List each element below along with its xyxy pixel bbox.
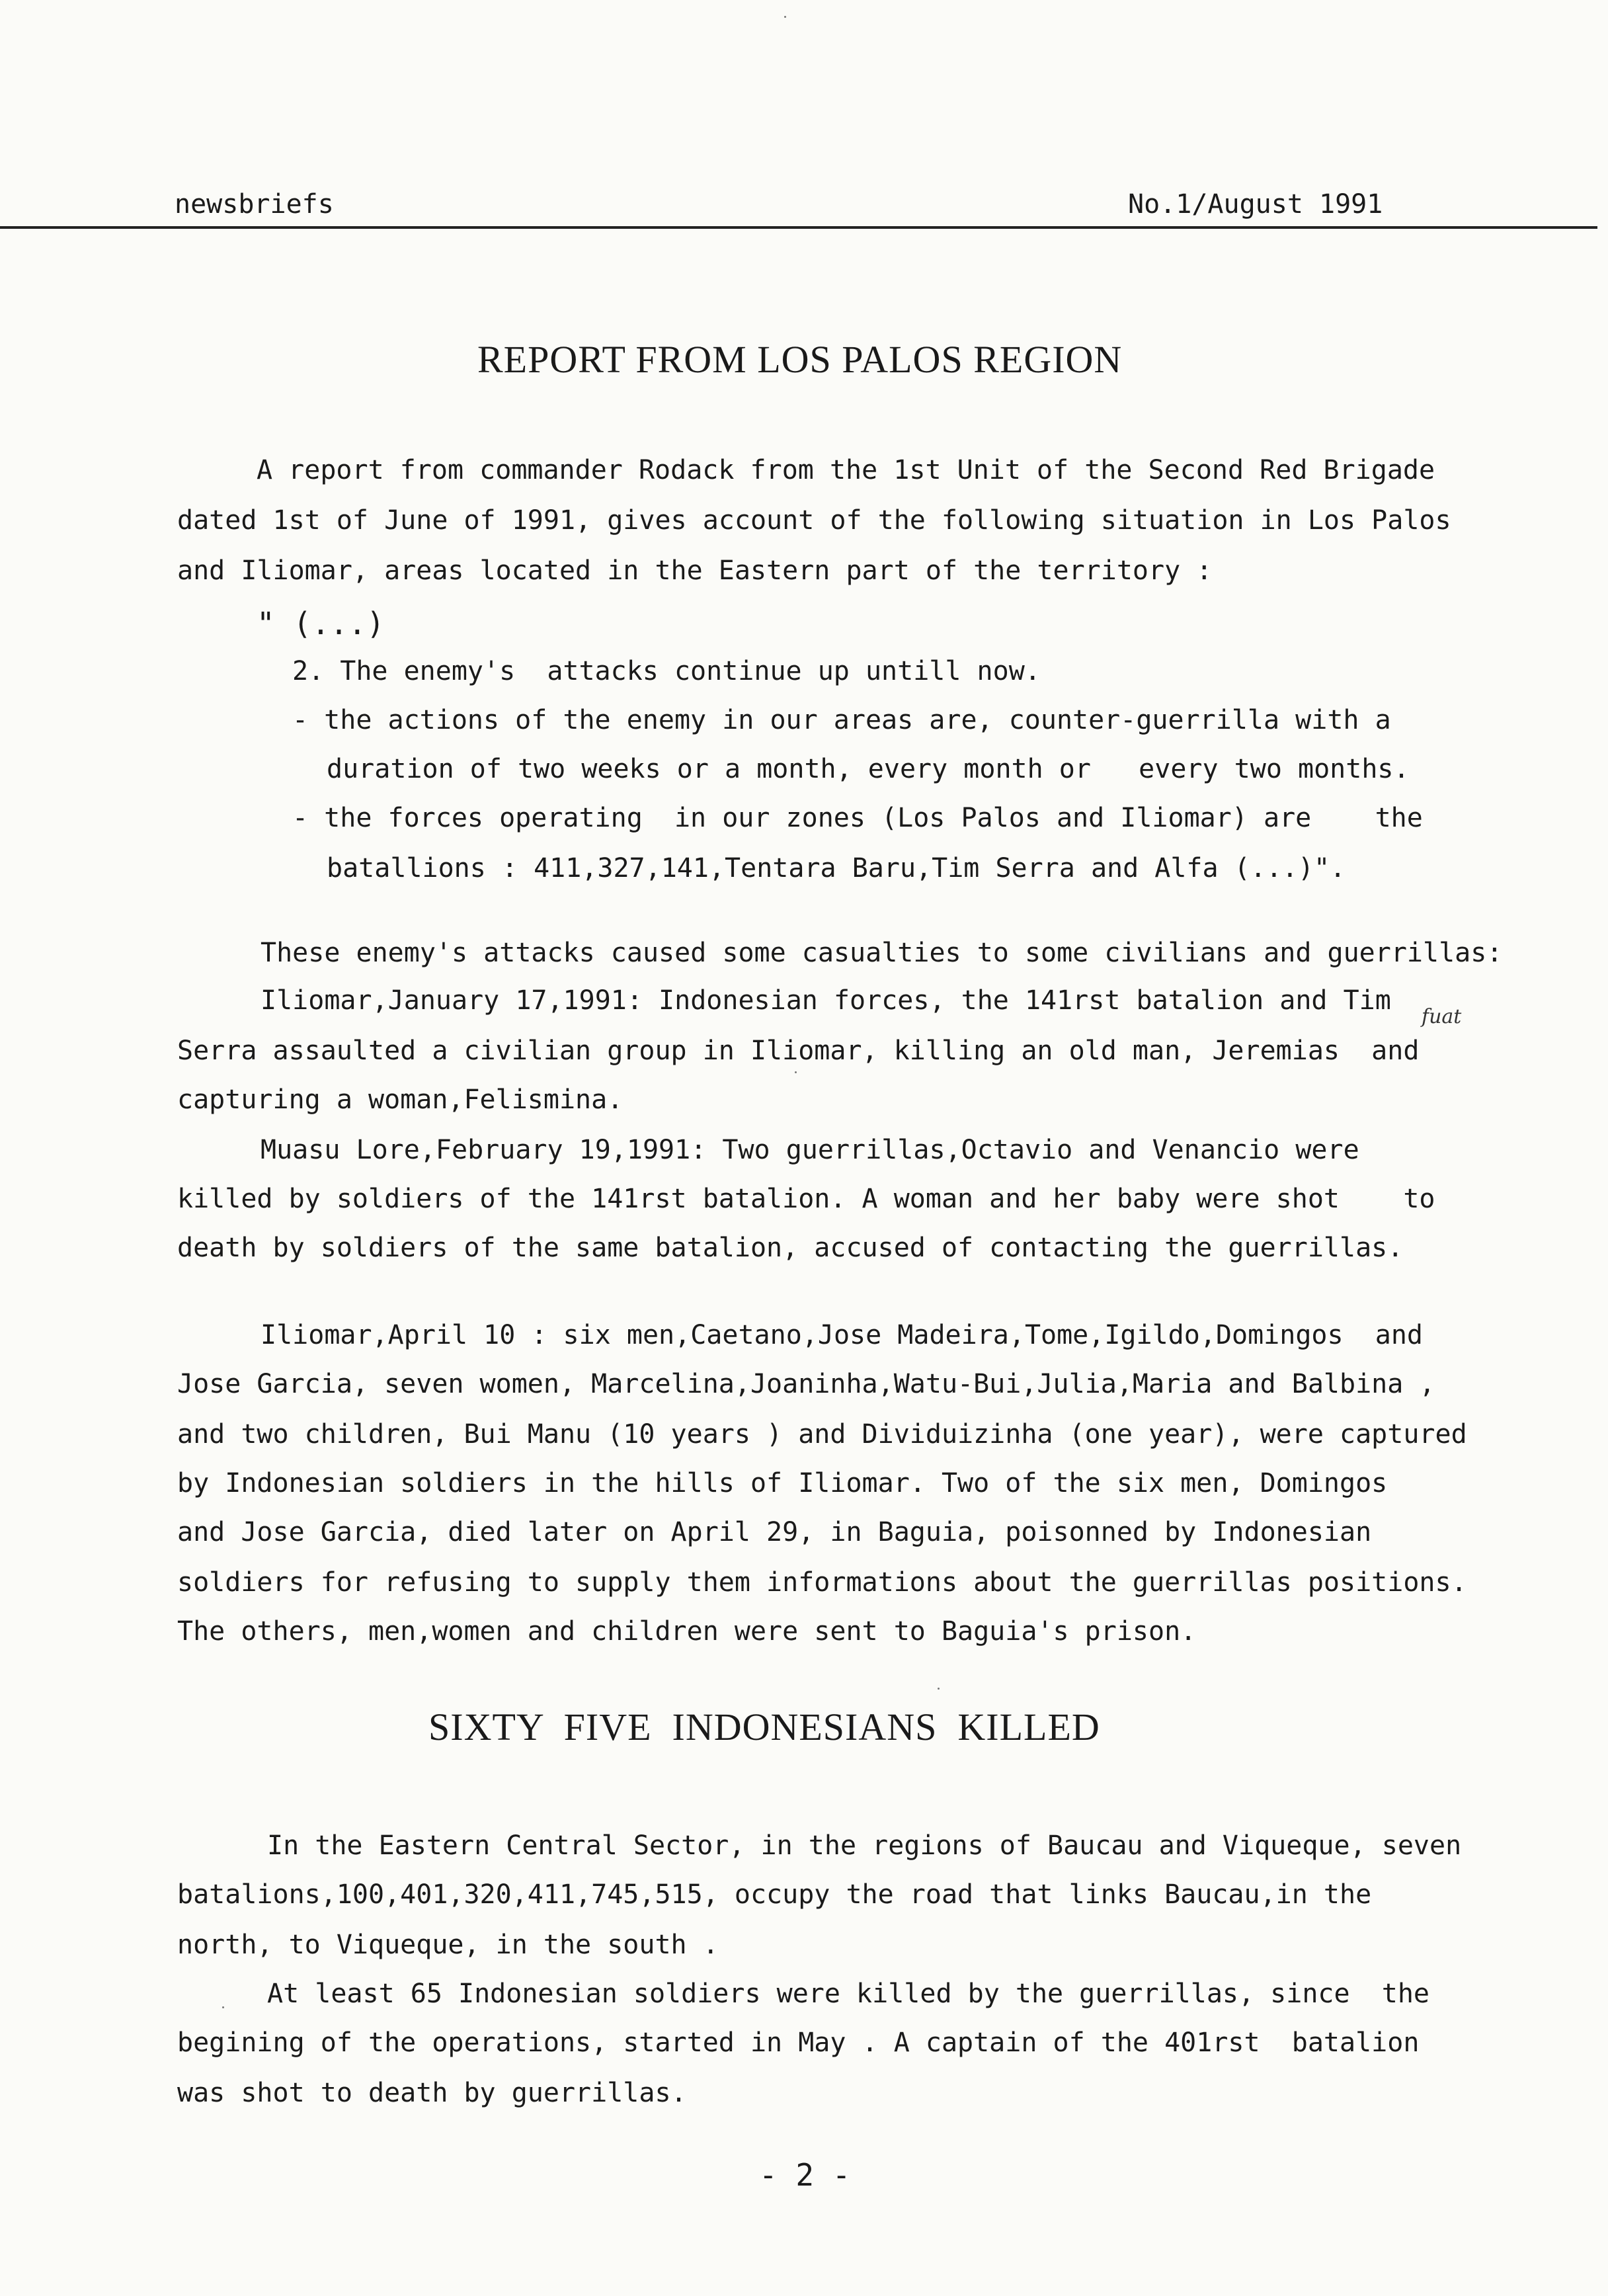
paragraph-line: and two children, Bui Manu (10 years ) and Dividuizinha (one year), were captured — [177, 1419, 1467, 1450]
issue-date: No.1/August 1991 — [1128, 189, 1383, 220]
quote-line: 2. The enemy's attacks continue up untill now. — [292, 656, 1041, 686]
quote-open: " (...) — [257, 606, 385, 641]
quote-line: duration of two weeks or a month, every month or every two months. — [327, 754, 1410, 784]
section-title-sixty-five: SIXTY FIVE INDONESIANS KILLED — [428, 1705, 1100, 1748]
paragraph-line: These enemy's attacks caused some casualties to some civilians and guerrillas: — [261, 938, 1503, 968]
paragraph-line: Iliomar,January 17,1991: Indonesian forces, the 141rst batalion and Tim — [261, 985, 1391, 1016]
paragraph-line: capturing a woman,Felismina. — [177, 1085, 623, 1115]
paragraph-line: Muasu Lore,February 19,1991: Two guerrillas,Octavio and Venancio were — [261, 1135, 1359, 1165]
header-rule — [0, 226, 1597, 229]
scan-speck — [938, 1688, 940, 1690]
paragraph-line: At least 65 Indonesian soldiers were killed by the guerrillas, since the — [267, 1979, 1429, 2009]
paragraph-line: In the Eastern Central Sector, in the regions of Baucau and Viqueque, seven — [267, 1830, 1462, 1861]
scan-speck — [784, 16, 786, 18]
paragraph-line: soldiers for refusing to supply them informations about the guerrillas positions. — [177, 1567, 1467, 1598]
paragraph-line: Iliomar,April 10 : six men,Caetano,Jose Madeira,Tome,Igildo,Domingos and — [261, 1320, 1423, 1350]
paragraph-line: was shot to death by guerrillas. — [177, 2078, 687, 2108]
paragraph-line: killed by soldiers of the 141rst batalion. A woman and her baby were shot to — [177, 1184, 1435, 1214]
paragraph-line: death by soldiers of the same batalion, accused of contacting the guerrillas. — [177, 1233, 1404, 1263]
paragraph-line: dated 1st of June of 1991, gives account of the following situation in Los Palos — [177, 505, 1451, 536]
paragraph-line: by Indonesian soldiers in the hills of Iliomar. Two of the six men, Domingos — [177, 1468, 1388, 1498]
quote-line: batallions : 411,327,141,Tentara Baru,Tim Serra and Alfa (...)". — [327, 853, 1346, 883]
paragraph-line: Serra assaulted a civilian group in Iliomar, killing an old man, Jeremias and — [177, 1036, 1420, 1066]
paragraph-line: and Iliomar, areas located in the Eastern part of the territory : — [177, 555, 1213, 586]
section-title-los-palos: REPORT FROM LOS PALOS REGION — [477, 338, 1123, 381]
quote-line: - the actions of the enemy in our areas are, counter-guerrilla with a — [292, 705, 1391, 735]
page-number: - 2 - — [759, 2157, 851, 2193]
quote-line: - the forces operating in our zones (Los Palos and Iliomar) are the — [292, 803, 1423, 833]
paragraph-line: north, to Viqueque, in the south . — [177, 1930, 719, 1960]
scan-speck — [222, 2006, 224, 2008]
handwritten-note: fuat — [1422, 1005, 1462, 1028]
paragraph-line: The others, men,women and children were sent to Baguia's prison. — [177, 1616, 1197, 1647]
paragraph-line: begining of the operations, started in May . A captain of the 401rst batalion — [177, 2028, 1420, 2058]
paragraph-line: batalions,100,401,320,411,745,515, occupy the road that links Baucau,in the — [177, 1879, 1372, 1910]
paragraph-line: A report from commander Rodack from the 1st Unit of the Second Red Brigade — [257, 455, 1435, 485]
paragraph-line: Jose Garcia, seven women, Marcelina,Joaninha,Watu-Bui,Julia,Maria and Balbina , — [177, 1369, 1435, 1399]
paragraph-line: and Jose Garcia, died later on April 29, in Baguia, poisonned by Indonesian — [177, 1517, 1372, 1547]
scan-speck — [795, 1071, 797, 1073]
publication-name: newsbriefs — [175, 189, 334, 220]
